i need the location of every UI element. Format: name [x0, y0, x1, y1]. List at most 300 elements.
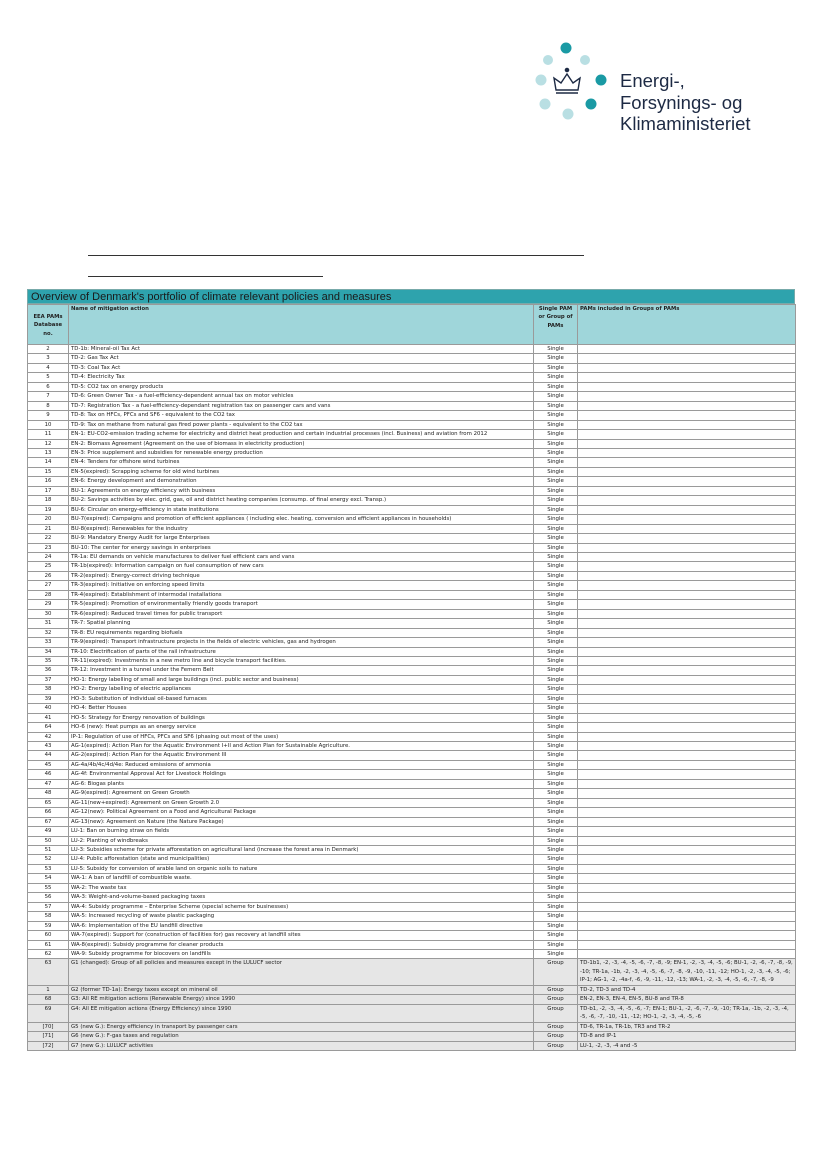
table-row [28, 959, 796, 985]
row-included [578, 486, 796, 495]
row-name: TD-5: CO2 tax on energy products [69, 382, 534, 391]
row-name: IP-1: Regulation of use of HFCs, PFCs and SF6 (phasing out most of the uses) [69, 732, 534, 741]
row-type: Single [534, 467, 578, 476]
row-type: Single [534, 496, 578, 505]
row-number: 1 [28, 985, 69, 994]
row-included [578, 354, 796, 363]
row-type: Single [534, 713, 578, 722]
header-name: Name of mitigation action [69, 305, 534, 345]
row-included [578, 609, 796, 618]
row-number: 65 [28, 798, 69, 807]
row-included [578, 656, 796, 665]
table-row [28, 893, 796, 902]
row-name: G2 (former TD-1a): Energy taxes except on mineral oil [69, 985, 534, 994]
row-included [578, 581, 796, 590]
row-type: Single [534, 694, 578, 703]
row-included [578, 902, 796, 911]
table-row [28, 751, 796, 760]
row-included [578, 477, 796, 486]
row-name: TR-10: Electrification of parts of the rail infrastructure [69, 647, 534, 656]
logo-dot [580, 55, 590, 65]
row-type: Single [534, 486, 578, 495]
table-row [28, 995, 796, 1004]
row-name: WA-7(expired): Support for (construction of facilities for) gas recovery at landfill sites [69, 931, 534, 940]
row-number: 60 [28, 931, 69, 940]
row-included [578, 448, 796, 457]
row-included [578, 628, 796, 637]
table-row [28, 552, 796, 561]
row-included [578, 562, 796, 571]
row-type: Single [534, 685, 578, 694]
row-number: 30 [28, 609, 69, 618]
row-name: LU-1: Ban on burning straw on fields [69, 827, 534, 836]
row-name: G3: All RE mitigation actions (Renewable Energy) since 1990 [69, 995, 534, 1004]
table-row [28, 779, 796, 788]
row-name: TD-6: Green Owner Tax - a fuel-efficiency-dependent annual tax on motor vehicles [69, 392, 534, 401]
rule-line [88, 276, 323, 277]
row-number: 58 [28, 912, 69, 921]
header-single-group: Single PAM or Group of PAMs [534, 305, 578, 345]
table-row [28, 543, 796, 552]
row-name: G1 (changed): Group of all policies and measures except in the LULUCF sector [69, 959, 534, 985]
row-type: Single [534, 363, 578, 372]
row-type: Single [534, 373, 578, 382]
table-row [28, 836, 796, 845]
header-eea-no: EEA PAMs Database no. [28, 305, 69, 345]
row-included [578, 751, 796, 760]
row-included [578, 675, 796, 684]
row-number: 52 [28, 855, 69, 864]
table-row [28, 912, 796, 921]
row-name: TD-9: Tax on methane from natural gas fired power plants - equivalent to the CO2 tax [69, 420, 534, 429]
table-title: Overview of Denmark's portfolio of climate relevant policies and measures [27, 289, 795, 304]
row-number: 22 [28, 534, 69, 543]
row-name: HO-5: Strategy for Energy renovation of buildings [69, 713, 534, 722]
row-type: Single [534, 420, 578, 429]
row-number: 51 [28, 846, 69, 855]
row-included [578, 921, 796, 930]
row-included [578, 713, 796, 722]
row-number: 10 [28, 420, 69, 429]
table-row [28, 808, 796, 817]
row-type: Single [534, 883, 578, 892]
row-included [578, 931, 796, 940]
row-included: TD-2, TD-3 and TD-4 [578, 985, 796, 994]
row-type: Single [534, 675, 578, 684]
table-row [28, 619, 796, 628]
table-row [28, 732, 796, 741]
table-row [28, 411, 796, 420]
row-number: 28 [28, 590, 69, 599]
row-included [578, 855, 796, 864]
row-type: Single [534, 798, 578, 807]
row-name: HO-2: Energy labelling of electric appliances [69, 685, 534, 694]
table-row [28, 950, 796, 959]
logo-dot [563, 109, 574, 120]
row-name: G7 (new G.): LULUCF activities [69, 1041, 534, 1050]
logo-dot [586, 99, 597, 110]
row-type: Group [534, 1041, 578, 1050]
row-type: Single [534, 902, 578, 911]
row-name: TR-8: EU requirements regarding biofuels [69, 628, 534, 637]
row-included [578, 571, 796, 580]
pams-table-wrapper [27, 289, 795, 1051]
row-type: Single [534, 656, 578, 665]
row-type: Single [534, 931, 578, 940]
row-included [578, 798, 796, 807]
table-row [28, 600, 796, 609]
row-name: TR-9(expired): Transport infrastructure projects in the fields of electric vehicles, gas and hydrogen [69, 638, 534, 647]
row-number: 5 [28, 373, 69, 382]
table-row [28, 571, 796, 580]
row-number: 49 [28, 827, 69, 836]
row-number: 24 [28, 552, 69, 561]
row-included [578, 420, 796, 429]
row-name: TR-11(expired): Investments in a new metro line and bicycle transport facilities. [69, 656, 534, 665]
row-type: Group [534, 1032, 578, 1041]
row-name: HO-4: Better Houses [69, 704, 534, 713]
row-name: TR-1a: EU demands on vehicle manufactures to deliver fuel efficient cars and vans [69, 552, 534, 561]
table-row [28, 534, 796, 543]
row-number: 62 [28, 950, 69, 959]
table-row [28, 798, 796, 807]
row-type: Group [534, 1004, 578, 1022]
row-type: Single [534, 458, 578, 467]
row-number: 23 [28, 543, 69, 552]
row-name: EN-6: Energy development and demonstration [69, 477, 534, 486]
row-type: Single [534, 345, 578, 354]
row-type: Single [534, 619, 578, 628]
row-number: 56 [28, 893, 69, 902]
row-type: Single [534, 666, 578, 675]
table-row [28, 760, 796, 769]
row-number: 36 [28, 666, 69, 675]
row-type: Single [534, 950, 578, 959]
row-name: WA-9: Subsidy programme for biocovers on landfills [69, 950, 534, 959]
row-included [578, 827, 796, 836]
row-name: WA-6: Implementation of the EU landfill directive [69, 921, 534, 930]
row-included [578, 685, 796, 694]
row-number: 41 [28, 713, 69, 722]
row-included [578, 647, 796, 656]
row-included [578, 874, 796, 883]
row-included [578, 430, 796, 439]
table-row [28, 382, 796, 391]
table-row [28, 675, 796, 684]
row-type: Single [534, 704, 578, 713]
row-type: Single [534, 789, 578, 798]
row-type: Single [534, 524, 578, 533]
row-number: 31 [28, 619, 69, 628]
row-number: 66 [28, 808, 69, 817]
row-name: HO-6 (new): Heat pumps as an energy service [69, 723, 534, 732]
row-type: Group [534, 995, 578, 1004]
table-row [28, 789, 796, 798]
row-number: 46 [28, 770, 69, 779]
row-included [578, 893, 796, 902]
table-row [28, 883, 796, 892]
table-row [28, 704, 796, 713]
row-number: 37 [28, 675, 69, 684]
row-type: Single [534, 590, 578, 599]
row-name: WA-1: A ban of landfill of combustible waste. [69, 874, 534, 883]
row-included [578, 543, 796, 552]
logo-dot [540, 99, 551, 110]
row-included [578, 401, 796, 410]
row-number: 64 [28, 723, 69, 732]
table-row [28, 742, 796, 751]
row-number: 25 [28, 562, 69, 571]
row-included [578, 638, 796, 647]
row-name: TR-4(expired): Establishment of intermodal installations [69, 590, 534, 599]
table-row [28, 1041, 796, 1050]
row-included [578, 789, 796, 798]
row-name: AG-9(expired): Agreement on Green Growth [69, 789, 534, 798]
table-row [28, 581, 796, 590]
row-name: BU-1: Agreements on energy efficiency with business [69, 486, 534, 495]
row-included [578, 779, 796, 788]
row-type: Single [534, 600, 578, 609]
table-row [28, 345, 796, 354]
row-number: 13 [28, 448, 69, 457]
row-name: LU-5: Subsidy for conversion of arable land on organic soils to nature [69, 864, 534, 873]
row-included [578, 552, 796, 561]
row-type: Single [534, 760, 578, 769]
row-number: 59 [28, 921, 69, 930]
row-name: AG-4f: Environmental Approval Act for Livestock Holdings [69, 770, 534, 779]
header-included: PAMs included in Groups of PAMs [578, 305, 796, 345]
row-number: 61 [28, 940, 69, 949]
row-included [578, 883, 796, 892]
row-name: G6 (new G.): F-gas taxes and regulation [69, 1032, 534, 1041]
row-name: AG-6: Biogas plants [69, 779, 534, 788]
row-name: BU-10: The center for energy savings in enterprises [69, 543, 534, 552]
row-number: 38 [28, 685, 69, 694]
row-name: EN-2: Biomass Agreement (Agreement on the use of biomass in electricity production) [69, 439, 534, 448]
table-row [28, 486, 796, 495]
row-included [578, 760, 796, 769]
row-included [578, 694, 796, 703]
row-name: AG-13(new): Agreement on Nature (the Nature Package) [69, 817, 534, 826]
row-type: Single [534, 628, 578, 637]
row-included [578, 363, 796, 372]
row-included [578, 458, 796, 467]
row-name: TR-7: Spatial planning [69, 619, 534, 628]
logo-dot [596, 75, 607, 86]
row-name: G5 (new G.): Energy efficiency in transport by passenger cars [69, 1022, 534, 1031]
row-name: TD-2: Gas Tax Act [69, 354, 534, 363]
row-number: 2 [28, 345, 69, 354]
row-name: TD-3: Coal Tax Act [69, 363, 534, 372]
row-number: [72] [28, 1041, 69, 1050]
row-included [578, 345, 796, 354]
table-row [28, 562, 796, 571]
row-included [578, 619, 796, 628]
row-type: Single [534, 638, 578, 647]
rule-line [88, 255, 584, 256]
row-number: 12 [28, 439, 69, 448]
row-included: LU-1, -2, -3, -4 and -5 [578, 1041, 796, 1050]
table-row [28, 656, 796, 665]
row-type: Single [534, 609, 578, 618]
row-name: TD-1b: Mineral-oil Tax Act [69, 345, 534, 354]
row-included [578, 950, 796, 959]
row-included [578, 742, 796, 751]
row-name: AG-11(new+expired): Agreement on Green Growth 2.0 [69, 798, 534, 807]
row-type: Group [534, 985, 578, 994]
table-row [28, 448, 796, 457]
row-included: TD-1b1, -2, -3, -4, -5, -6, -7, -8, -9; EN-1, -2, -3, -4, -5, -6; BU-1, -2, -6, -7, -8, -9, -10; TR-1a, -1b, -2, -3, -4, -5, -6, -7, -8, -9, -10, -11, -12; HO-1, -2, -3, -4, -5, -6; IP-1; AG-1, -2, -4a-f, -6, -9, -11, -12, -13; WA-1, -2, -3, -4, -5, -6, -7, -8, -9 [578, 959, 796, 985]
table-row [28, 1022, 796, 1031]
row-included: EN-2, EN-3, EN-4, EN-5, BU-8 and TR-8 [578, 995, 796, 1004]
row-number: 15 [28, 467, 69, 476]
row-name: G4: All EE mitigation actions (Energy Efficiency) since 1990 [69, 1004, 534, 1022]
row-type: Single [534, 940, 578, 949]
row-included [578, 770, 796, 779]
table-row [28, 477, 796, 486]
row-number: 14 [28, 458, 69, 467]
row-type: Single [534, 817, 578, 826]
row-type: Single [534, 893, 578, 902]
table-row [28, 931, 796, 940]
row-included [578, 836, 796, 845]
row-name: EN-4: Tenders for offshore wind turbines [69, 458, 534, 467]
row-included: TD-6, TR-1a, TR-1b, TR3 and TR-2 [578, 1022, 796, 1031]
row-type: Single [534, 836, 578, 845]
row-type: Single [534, 562, 578, 571]
row-name: AG-4a/4b/4c/4d/4e: Reduced emissions of ammonia [69, 760, 534, 769]
row-included [578, 912, 796, 921]
row-included [578, 817, 796, 826]
table-row [28, 467, 796, 476]
row-name: TR-6(expired): Reduced travel times for public transport [69, 609, 534, 618]
row-name: TR-3(expired): Initiative on enforcing speed limits [69, 581, 534, 590]
row-name: EN-3: Price supplement and subsidies for renewable energy production [69, 448, 534, 457]
row-number: 7 [28, 392, 69, 401]
row-type: Single [534, 534, 578, 543]
row-number: 57 [28, 902, 69, 911]
table-row [28, 505, 796, 514]
logo-dot [536, 75, 547, 86]
row-name: WA-4: Subsidy programme – Enterprise Scheme (special scheme for businesses) [69, 902, 534, 911]
row-number: 48 [28, 789, 69, 798]
row-name: LU-4: Public afforestation (state and municipalities) [69, 855, 534, 864]
row-included [578, 808, 796, 817]
ministry-name-line: Forsynings- og [620, 91, 743, 113]
table-row [28, 392, 796, 401]
crown-icon [554, 68, 580, 93]
row-name: EN-5(expired): Scrapping scheme for old wind turbines [69, 467, 534, 476]
row-number: 39 [28, 694, 69, 703]
row-included [578, 534, 796, 543]
table-row [28, 1032, 796, 1041]
row-number: 53 [28, 864, 69, 873]
table-row [28, 902, 796, 911]
row-type: Single [534, 864, 578, 873]
row-name: LU-2: Planting of windbreaks [69, 836, 534, 845]
row-type: Single [534, 354, 578, 363]
row-name: AG-12(new): Political Agreement on a Food and Agricultural Package [69, 808, 534, 817]
row-type: Single [534, 808, 578, 817]
row-number: 34 [28, 647, 69, 656]
table-row [28, 985, 796, 994]
ministry-name-line: Klimaministeriet [620, 113, 751, 134]
row-name: BU-9: Mandatory Energy Audit for large Enterprises [69, 534, 534, 543]
row-number: 20 [28, 515, 69, 524]
row-type: Group [534, 959, 578, 985]
row-number: 40 [28, 704, 69, 713]
row-number: 69 [28, 1004, 69, 1022]
row-type: Single [534, 770, 578, 779]
table-row [28, 921, 796, 930]
table-row [28, 770, 796, 779]
table-row [28, 666, 796, 675]
row-number: 4 [28, 363, 69, 372]
row-name: WA-3: Weight-and-volume-based packaging taxes [69, 893, 534, 902]
table-row [28, 458, 796, 467]
row-number: 55 [28, 883, 69, 892]
logo-dot [543, 55, 553, 65]
table-row [28, 420, 796, 429]
row-number: 43 [28, 742, 69, 751]
row-included [578, 524, 796, 533]
ministry-name [620, 70, 751, 135]
table-row [28, 354, 796, 363]
row-type: Single [534, 430, 578, 439]
row-included [578, 373, 796, 382]
row-name: TR-1b(expired): Information campaign on fuel consumption of new cars [69, 562, 534, 571]
row-number: [70] [28, 1022, 69, 1031]
row-type: Single [534, 448, 578, 457]
row-included [578, 439, 796, 448]
row-included [578, 515, 796, 524]
row-included [578, 704, 796, 713]
table-row [28, 524, 796, 533]
row-included [578, 732, 796, 741]
row-name: AG-1(expired): Action Plan for the Aquatic Environment I+II and Action Plan for Sustainable Agriculture. [69, 742, 534, 751]
row-included [578, 846, 796, 855]
row-name: EN-1: EU-CO2-emission trading scheme for electricity and district heat production and certain industrial processes (incl. Business) and aviation from 2012 [69, 430, 534, 439]
row-number: 63 [28, 959, 69, 985]
row-number: 19 [28, 505, 69, 514]
table-row [28, 827, 796, 836]
row-name: WA-8(expired): Subsidy programme for cleaner products [69, 940, 534, 949]
row-number: 29 [28, 600, 69, 609]
row-name: TD-4: Electricity Tax [69, 373, 534, 382]
table-row [28, 713, 796, 722]
row-included [578, 411, 796, 420]
row-included [578, 666, 796, 675]
row-number: 27 [28, 581, 69, 590]
row-included [578, 505, 796, 514]
row-included [578, 864, 796, 873]
row-number: 17 [28, 486, 69, 495]
row-type: Single [534, 382, 578, 391]
row-type: Single [534, 912, 578, 921]
row-included: TD-8 and IP-1 [578, 1032, 796, 1041]
table-row [28, 401, 796, 410]
row-type: Single [534, 543, 578, 552]
row-name: BU-6: Circular on energy-efficiency in state institutions [69, 505, 534, 514]
row-number: 68 [28, 995, 69, 1004]
table-row [28, 590, 796, 599]
logo-dot [561, 43, 572, 54]
row-name: TR-2(expired): Energy-correct driving technique [69, 571, 534, 580]
table-row [28, 940, 796, 949]
row-name: AG-2(expired): Action Plan for the Aquatic Environment III [69, 751, 534, 760]
row-type: Single [534, 392, 578, 401]
row-number: 50 [28, 836, 69, 845]
